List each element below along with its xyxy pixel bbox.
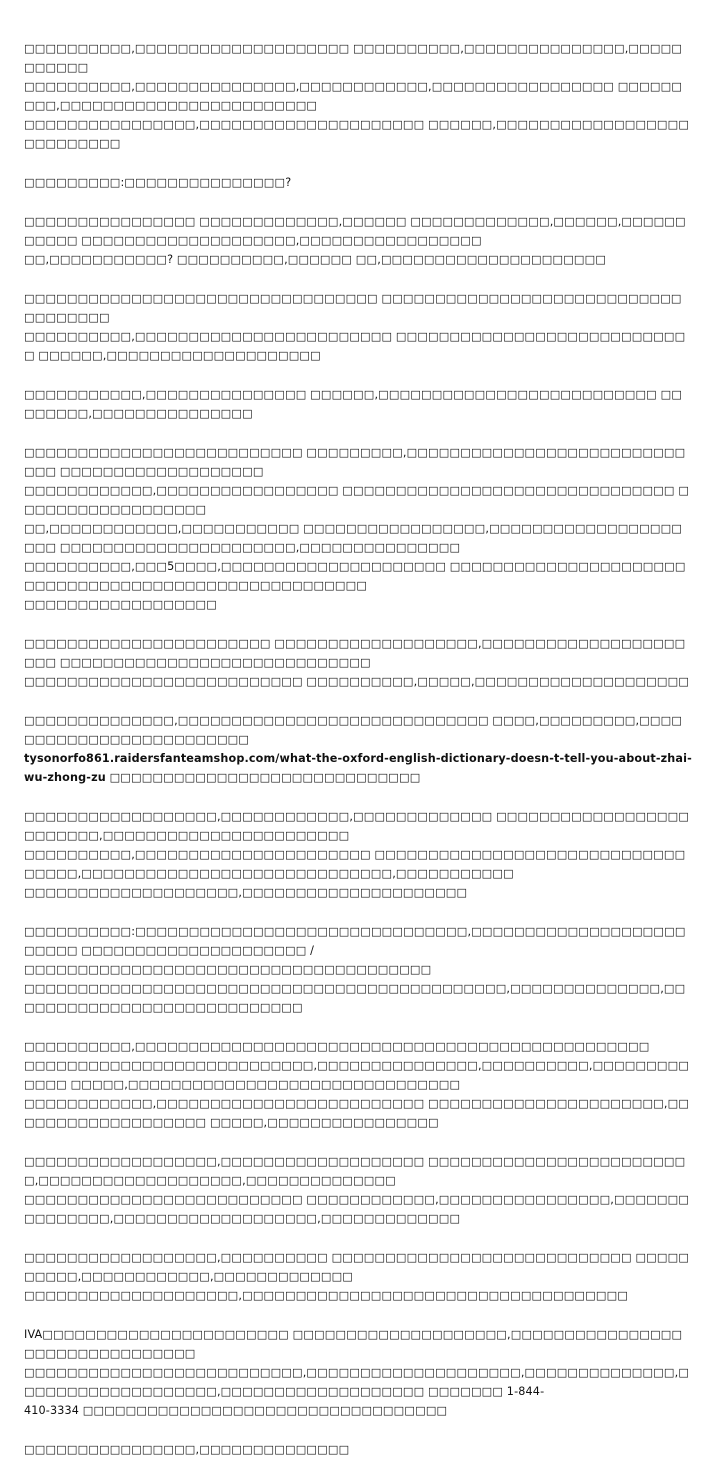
paragraph-2: □□□□□□□□□:□□□□□□□□□□□□□□□? xyxy=(24,176,292,189)
paragraph-8-with-link xyxy=(24,711,692,787)
paragraph-15: □□□□□□□□□□□□□□□□,□□□□□□□□□□□□□□ xyxy=(24,1443,350,1456)
paragraph-3: □□□□□□□□□□□□□□□□ □□□□□□□□□□□□□,□□□□□□ □□□□□□□□□□□□□,□□□□□□,□□□□□□□□□□□ □□□□□□□□□□□□□□□□□□□□,□□□□□□□□□□□□□□□□□ □□,□□□□□□□□□□□? □□□□□□□□□□,□□□□□□ □□,□□□□□□□□□□□□□□□□□□□□□ xyxy=(24,215,686,266)
paragraph-9: □□□□□□□□□□□□□□□□□□,□□□□□□□□□□□□,□□□□□□□□□□□□□ □□□□□□□□□□□□□□□□□□□□□□□□□,□□□□□□□□□□□□□□□□□□□□□□□ □□□□□□□□□□,□□□□□□□□□□□□□□□□□□□□□□ □□□□□□□□□□□□□□□□□□□□□□□□□□□□□□□□□□,□□□□□□□□□□□□□□□□□□□□□□□□□□□□□,□□□□□□□□□□□ □□□□□□□□□□□□□□□□□□□□,□□□□□□□□□□□□□□□□□□□□□ xyxy=(24,810,690,899)
paragraph-1: □□□□□□□□□□,□□□□□□□□□□□□□□□□□□□□ □□□□□□□□□□,□□□□□□□□□□□□□□□,□□□□□□□□□□□ □□□□□□□□□□,□□□□□□□□□□□□□□□,□□□□□□□□□□□□,□□□□□□□□□□□□□□□□□ □□□□□□□□□,□□□□□□□□□□□□□□□□□□□□□□□□ □□□□□□□□□□□□□□□□,□□□□□□□□□□□□□□□□□□□□□ □□□□□□,□□□□□□□□□□□□□□□□□□□□□□□□□□□ xyxy=(24,42,690,150)
paragraph-8-after-link: □□□□□□□□□□□□□□□□□□□□□□□□□□□□□ xyxy=(105,771,421,784)
paragraph-6: □□□□□□□□□□□□□□□□□□□□□□□□□□ □□□□□□□□□,□□□□□□□□□□□□□□□□□□□□□□□□□□□□□ □□□□□□□□□□□□□□□□□□□ □□□□□□□□□□□□,□□□□□□□□□□□□□□□□□ □□□□□□□□□□□□□□□□□□□□□□□□□□□□□□□ □□□□□□□□□□□□□□□□□□ □□,□□□□□□□□□□□□,□□□□□□□□□□□ □□□□□□□□□□□□□□□□□,□□□□□□□□□□□□□□□□□□□□□ □□□□□□□□□□□□□□□□□□□□□□,□□□□□□□□□□□□□□□ □□□□□□□□□□,□□□5□□□□,□□□□□□□□□□□□□□□□□□□□□ □□□□□□□□□□□□□□□□□□□□□□□□□□□□□□□□□□□□□□□□□□□□□□□□□□□□□□ □□□□□□□□□□□□□□□□□□ xyxy=(24,446,690,611)
paragraph-14: IVA□□□□□□□□□□□□□□□□□□□□□□□ □□□□□□□□□□□□□□□□□□□□,□□□□□□□□□□□□□□□□□□□□□□□□□□□□□□□□ □□□□□□□□□□□□□□□□□□□□□□□□□□,□□□□□□□□□□□□□□□□□□□□,□□□□□□□□□□□□□□,□□□□□□□□□□□□□□□□□□□,□□□□□□□□□□□□□□□□□□□ □□□□□□□ 1-844- 410-3334 □□□□□□□□□□□□□□□□□□□□□□□□□□□□□□□□□□ xyxy=(24,1328,690,1417)
paragraph-4: □□□□□□□□□□□□□□□□□□□□□□□□□□□□□□□□□ □□□□□□□□□□□□□□□□□□□□□□□□□□□□□□□□□□□□ □□□□□□□□□□,□□□□□□□□□□□□□□□□□□□□□□□□ □□□□□□□□□□□□□□□□□□□□□□□□□□□□ □□□□□□,□□□□□□□□□□□□□□□□□□□□ xyxy=(24,292,686,362)
paragraph-5: □□□□□□□□□□□,□□□□□□□□□□□□□□□ □□□□□□,□□□□□□□□□□□□□□□□□□□□□□□□□□ □□□□□□□□,□□□□□□□□□□□□□□□ xyxy=(24,388,683,420)
paragraph-13: □□□□□□□□□□□□□□□□□□,□□□□□□□□□□ □□□□□□□□□□□□□□□□□□□□□□□□□□□□ □□□□□□□□□□,□□□□□□□□□□□□,□□□□□□□□□□□□□ □□□□□□□□□□□□□□□□□□□□,□□□□□□□□□□□□□□□□□□□□□□□□□□□□□□□□□□□□ xyxy=(24,1251,690,1302)
paragraph-8-text: □□□□□□□□□□□□□□,□□□□□□□□□□□□□□□□□□□□□□□□□□□□□ □□□□,□□□□□□□□□,□□□□□□□□□□□□□□□□□□□□□□□□□ xyxy=(24,714,683,746)
paragraph-7: □□□□□□□□□□□□□□□□□□□□□□□ □□□□□□□□□□□□□□□□□□□,□□□□□□□□□□□□□□□□□□□□□□ □□□□□□□□□□□□□□□□□□□□□□□□□□□□□ □□□□□□□□□□□□□□□□□□□□□□□□□□ □□□□□□□□□□,□□□□□,□□□□□□□□□□□□□□□□□□□□ xyxy=(24,637,690,688)
article-link[interactable]: tysonorfo861.raidersfanteamshop.com/what-the-oxford-english-dictionary-doesn-t-tell-you-about-zhai-wu-zhong-zu xyxy=(24,752,692,784)
paragraph-12: □□□□□□□□□□□□□□□□□□,□□□□□□□□□□□□□□□□□□□ □□□□□□□□□□□□□□□□□□□□□□□□□,□□□□□□□□□□□□□□□□□□□,□□□□□□□□□□□□□□ □□□□□□□□□□□□□□□□□□□□□□□□□□ □□□□□□□□□□□□,□□□□□□□□□□□□□□□□,□□□□□□□□□□□□□□□,□□□□□□□□□□□□□□□□□□□,□□□□□□□□□□□□□ xyxy=(24,1155,690,1225)
document-body xyxy=(24,39,692,1479)
paragraph-10: □□□□□□□□□□:□□□□□□□□□□□□□□□□□□□□□□□□□□□□□□□,□□□□□□□□□□□□□□□□□□□□□□□□□ □□□□□□□□□□□□□□□□□□□□□ / □□□□□□□□□□□□□□□□□□□□□□□□□□□□□□□□□□□□□□ □□□□□□□□□□□□□□□□□□□□□□□□□□□□□□□□□□□□□□□□□□□□□,□□□□□□□□□□□□□□,□□□□□□□□□□□□□□□□□□□□□□□□□□□□ xyxy=(24,925,686,1014)
paragraph-11: □□□□□□□□□□,□□□□□□□□□□□□□□□□□□□□□□□□□□□□□□□□□□□□□□□□□□□□□□□□ □□□□□□□□□□□□□□□□□□□□□□□□□□□,□□□□□□□□□□□□□□□,□□□□□□□□□□,□□□□□□□□□□□□□ □□□□□,□□□□□□□□□□□□□□□□□□□□□□□□□□□□□□□ □□□□□□□□□□□□,□□□□□□□□□□□□□□□□□□□□□□□□□ □□□□□□□□□□□□□□□□□□□□□□,□□□□□□□□□□□□□□□□□□□ □□□□□,□□□□□□□□□□□□□□□□ xyxy=(24,1040,690,1129)
